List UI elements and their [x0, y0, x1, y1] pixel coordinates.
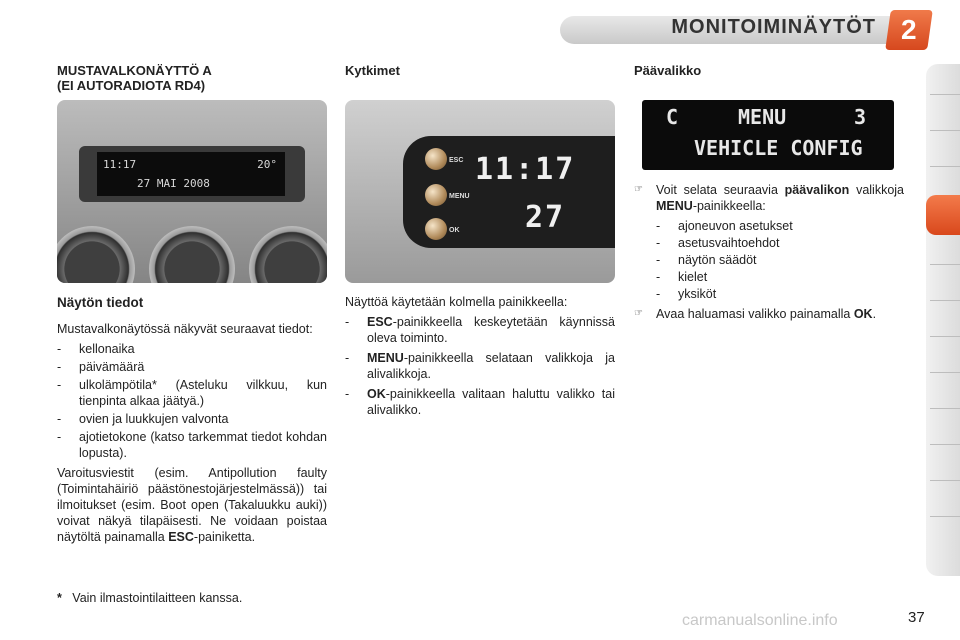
intro-text: Näyttöä käytetään kolmella painikkeella:: [345, 295, 568, 309]
list-item: - asetusvaihtoehdot: [656, 236, 780, 250]
dashboard-photo-controls: [345, 100, 615, 283]
footnote-star: *: [57, 591, 62, 605]
screen-time: 11:17: [103, 158, 137, 171]
display-info-text: [57, 321, 327, 545]
screen-left-marker: C: [666, 105, 679, 129]
list-item: - päivämäärä: [57, 360, 145, 374]
list-item: - kellonaika: [57, 342, 135, 356]
instruction-item: ☞ Avaa haluamasi valikko painamalla OK.: [634, 307, 877, 321]
list-item: - yksiköt: [656, 287, 717, 301]
esc-button-photo: [425, 148, 447, 170]
heading-line: MUSTAVALKONÄYTTÖ A: [57, 63, 212, 78]
ok-button-label: OK: [449, 227, 460, 234]
air-vent: [149, 226, 235, 283]
esc-key-label: ESC: [168, 530, 194, 544]
chapter-tab[interactable]: [930, 130, 960, 131]
warning-text: Varoitusviestit (esim. Antipollution faulty (Toimintahäiriö päästönestojärjestelmässä)) tai ilmoitukset (esim. Boot open (Takaluukku auki)) voivat näkyä tilapäisesti. Ne voidaan poistaa näytöltä painamalla ESC-painiketta.: [57, 466, 327, 544]
chapter-tab[interactable]: [930, 336, 960, 337]
list-item: - MENU-painikkeella selataan valikkoja ja alivalikkoja.: [345, 351, 615, 381]
ok-key-label: OK: [367, 387, 386, 401]
list-item: - kielet: [656, 270, 708, 284]
screen-menu-entry: VEHICLE CONFIG: [694, 136, 863, 160]
screen-right-marker: 3: [854, 105, 867, 129]
subheading-display-info: Näytön tiedot: [57, 295, 144, 310]
list-item: - ajoneuvon asetukset: [656, 219, 793, 233]
hand-pointer-icon: ☞: [634, 308, 643, 319]
screen-date: 27 MAI 2008: [137, 177, 210, 190]
chapter-tab[interactable]: [930, 264, 960, 265]
dashboard-photo-display-a: [57, 100, 327, 283]
list-item: - ovien ja luukkujen valvonta: [57, 412, 229, 426]
watermark: carmanualsonline.info: [682, 612, 838, 629]
chapter-number: 2: [901, 14, 917, 45]
chapter-tab[interactable]: [930, 166, 960, 167]
chapter-tab[interactable]: [930, 516, 960, 517]
ok-key-label: OK: [853, 307, 873, 321]
list-item: - ulkolämpötila* (Asteluku vilkkuu, kun tienpinta alkaa jäätyä.): [57, 378, 327, 408]
chapter-title: MONITOIMINÄYTÖT: [671, 16, 876, 38]
monochrome-screen: [97, 152, 285, 196]
chapter-badge: [885, 10, 933, 50]
menu-button-photo: [425, 184, 447, 206]
chapter-tab-active[interactable]: [926, 195, 960, 235]
chapter-tab[interactable]: [930, 300, 960, 301]
ok-button-photo: [425, 218, 447, 240]
screen-date: 27: [525, 200, 566, 235]
chapter-tabs-sidebar: [926, 64, 960, 576]
esc-key-label: ESC: [367, 315, 393, 329]
section-heading-monochrome-display: [57, 63, 212, 93]
chapter-tab[interactable]: [930, 444, 960, 445]
instruction-item: ☞ Voit selata seuraavia päävalikon valikkoja MENU-painikkeella:: [634, 183, 904, 213]
heading-line: (EI AUTORADIOTA RD4): [57, 78, 206, 93]
chapter-tab[interactable]: [930, 480, 960, 481]
switches-text: [345, 294, 615, 418]
screen-menu-title: MENU: [738, 105, 787, 129]
main-menu-text: [634, 182, 904, 322]
footnote: [57, 591, 242, 605]
intro-text: Mustavalkonäytössä näkyvät seuraavat tiedot:: [57, 322, 313, 336]
air-vent: [57, 226, 135, 283]
esc-button-label: ESC: [449, 157, 464, 164]
chapter-tab[interactable]: [930, 408, 960, 409]
menu-button-label: MENU: [449, 193, 470, 200]
hand-pointer-icon: ☞: [634, 184, 643, 195]
screen-temperature: 20°: [257, 158, 277, 171]
list-item: - OK-painikkeella valitaan haluttu valikko tai alivalikko.: [345, 387, 615, 417]
air-vent: [249, 226, 327, 283]
list-item: - näytön säädöt: [656, 253, 757, 267]
screen-time: 11:17: [475, 152, 576, 187]
list-item: - ajotietokone (katso tarkemmat tiedot kohdan lopusta).: [57, 430, 327, 460]
chapter-tab[interactable]: [930, 372, 960, 373]
section-heading-main-menu: Päävalikko: [634, 63, 702, 78]
menu-key-label: MENU: [367, 351, 404, 365]
footnote-text: Vain ilmastointilaitteen kanssa.: [72, 591, 243, 605]
menu-screen: [642, 100, 894, 170]
chapter-tab[interactable]: [930, 94, 960, 95]
section-heading-switches: Kytkimet: [345, 63, 400, 78]
page-header: [560, 10, 930, 50]
menu-key-label: MENU: [656, 199, 693, 213]
page-number: 37: [908, 609, 925, 626]
list-item: - ESC-painikkeella keskeytetään käynnissä oleva toiminto.: [345, 315, 615, 345]
